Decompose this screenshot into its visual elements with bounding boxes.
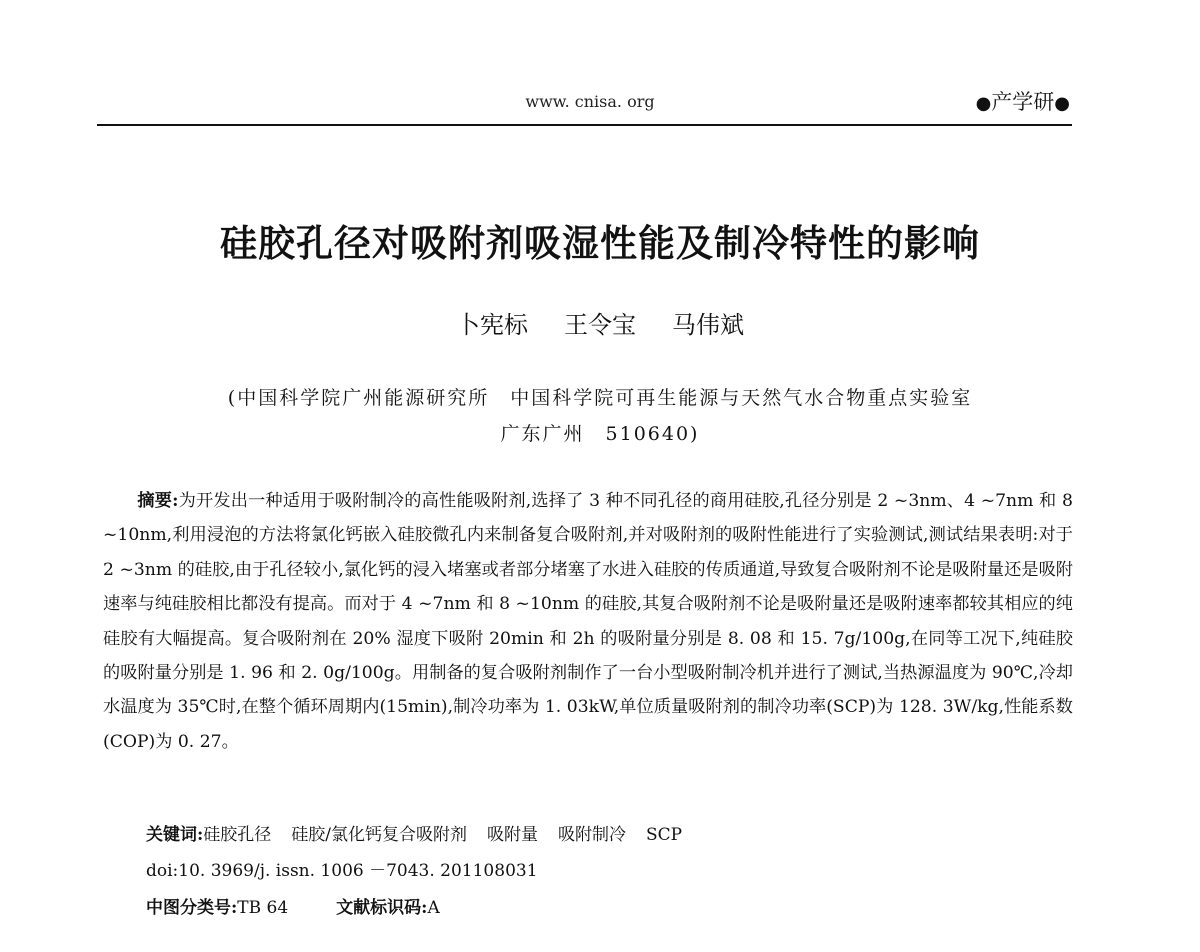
doc-code-value: A xyxy=(427,898,440,918)
author-list xyxy=(400,305,800,340)
author-3: 马伟斌 xyxy=(672,311,744,339)
section-name: 产学研 xyxy=(991,90,1055,114)
abstract xyxy=(103,484,1073,759)
keywords xyxy=(146,820,702,845)
affiliation-line-1: (中国科学院广州能源研究所 中国科学院可再生能源与天然气水合物重点实验室 xyxy=(227,387,973,409)
keyword-item: 硅胶/氯化钙复合吸附剂 xyxy=(291,825,468,845)
paper-title: 硅胶孔径对吸附剂吸湿性能及制冷特性的影响 xyxy=(220,222,980,265)
affiliation-line-2: 广东广州 510640) xyxy=(500,423,700,445)
clc-value: TB 64 xyxy=(237,898,289,918)
keyword-item: 吸附制冷 xyxy=(558,825,627,845)
author-2: 王令宝 xyxy=(564,311,636,339)
keyword-item: 吸附量 xyxy=(487,825,539,845)
doi: doi:10. 3969/j. issn. 1006 －7043. 201108031 xyxy=(146,861,538,881)
section-label xyxy=(940,86,1070,116)
abstract-label: 摘要: xyxy=(137,491,179,511)
doc-code-label: 文献标识码: xyxy=(336,898,428,918)
clc-label: 中图分类号: xyxy=(146,898,238,918)
keyword-item: 硅胶孔径 xyxy=(203,825,272,845)
affiliation xyxy=(120,380,1080,452)
keywords-label: 关键词: xyxy=(146,825,204,845)
journal-url: www. cnisa. org xyxy=(525,92,655,111)
keyword-item: SCP xyxy=(646,825,683,845)
bullet-left-icon: ● xyxy=(975,93,992,114)
abstract-text: 为开发出一种适用于吸附制冷的高性能吸附剂,选择了 3 种不同孔径的商用硅胶,孔径分别是 2 ~3nm、4 ~7nm 和 8 ~10nm,利用浸泡的方法将氯化钙嵌入硅胶微孔内来制备复合吸附剂,并对吸附剂的吸附性能进行了实验测试,测试结果表明:对于 2 ~3nm 的硅胶,由于孔径较小,氯化钙的浸入堵塞或者部分堵塞了水进入硅胶的传质通道,导致复合吸附剂不论是吸附量还是吸附速率与纯硅胶相比都没有提高。而对于 4 ~7nm 和 8 ~10nm 的硅胶,其复合吸附剂不论是吸附量还是吸附速率都较其相应的纯硅胶有大幅提高。复合吸附剂在 20% 湿度下吸附 20min 和 2h 的吸附量分别是 8. 08 和 15. 7g/100g,在同等工况下,纯硅胶的吸附量分别是 1. 96 和 2. 0g/100g。用制备的复合吸附剂制作了一台小型吸附制冷机并进行了测试,当热源温度为 90℃,冷却水温度为 35℃时,在整个循环周期内(15min),制冷功率为 1. 03kW,单位质量吸附剂的制冷功率(SCP)为 128. 3W/kg,性能系数(COP)为 0. 27。 xyxy=(103,491,1073,752)
author-1: 卜宪标 xyxy=(456,311,528,339)
header-divider xyxy=(97,124,1072,126)
bullet-right-icon: ● xyxy=(1054,93,1070,114)
classification xyxy=(146,893,440,918)
